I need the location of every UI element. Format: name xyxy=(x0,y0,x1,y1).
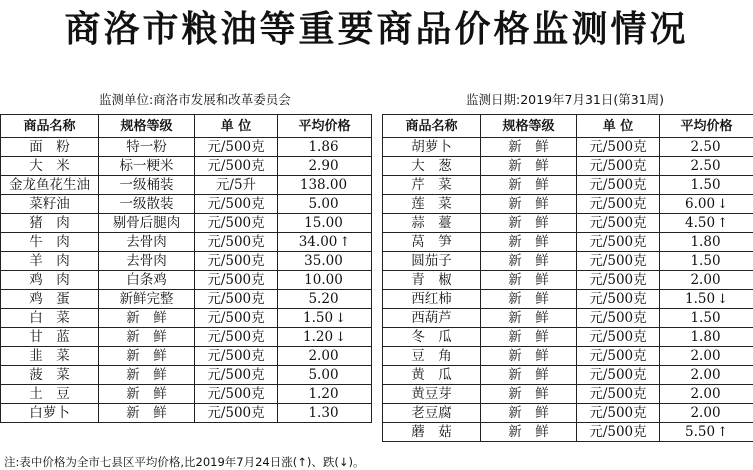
table-row xyxy=(383,252,753,271)
cell-unit: 元/500克 xyxy=(195,214,278,233)
footnote: 注:表中价格为全市七县区平均价格,比2019年7月24日涨(↑)、跌(↓)。 xyxy=(4,454,364,470)
cell-grade: 新 鲜 xyxy=(481,347,577,366)
cell-unit: 元/500克 xyxy=(577,176,660,195)
cell-grade: 新 鲜 xyxy=(99,366,195,385)
cell-grade: 新 鲜 xyxy=(481,290,577,309)
cell-price xyxy=(278,157,372,176)
cell-name: 黄 瓜 xyxy=(383,366,481,385)
price-value: 1.80 xyxy=(690,234,720,250)
cell-unit: 元/500克 xyxy=(577,271,660,290)
cell-price xyxy=(278,290,372,309)
cell-name: 黄豆芽 xyxy=(383,385,481,404)
header-unit: 单 位 xyxy=(577,115,660,138)
cell-unit: 元/500克 xyxy=(577,366,660,385)
header-price: 平均价格 xyxy=(278,115,372,138)
price-value: 15.00 xyxy=(304,215,343,231)
price-value: 5.20 xyxy=(308,291,338,307)
cell-unit: 元/500克 xyxy=(195,347,278,366)
cell-unit: 元/500克 xyxy=(195,404,278,423)
cell-price xyxy=(660,252,753,271)
cell-unit: 元/500克 xyxy=(577,233,660,252)
trend-arrow: ↓ xyxy=(717,291,728,308)
cell-name: 鸡 肉 xyxy=(1,271,99,290)
table-header-row xyxy=(383,115,753,138)
table-row xyxy=(383,366,753,385)
cell-unit: 元/500克 xyxy=(577,309,660,328)
cell-grade: 新 鲜 xyxy=(481,271,577,290)
cell-unit: 元/500克 xyxy=(577,347,660,366)
price-value: 138.00 xyxy=(300,177,347,193)
cell-unit: 元/500克 xyxy=(577,157,660,176)
cell-price xyxy=(278,309,372,328)
cell-name: 圆茄子 xyxy=(383,252,481,271)
trend-arrow: ↑ xyxy=(717,424,728,441)
table-row xyxy=(383,385,753,404)
cell-price xyxy=(278,404,372,423)
price-value: 35.00 xyxy=(304,253,343,269)
cell-price xyxy=(660,328,753,347)
cell-price xyxy=(278,214,372,233)
cell-price xyxy=(660,138,753,157)
monitor-date: 监测日期:2019年7月31日(第31周) xyxy=(466,90,664,108)
table-row xyxy=(383,290,753,309)
cell-grade: 去骨肉 xyxy=(99,252,195,271)
cell-price xyxy=(278,176,372,195)
cell-unit: 元/500克 xyxy=(195,271,278,290)
cell-grade: 新鲜完整 xyxy=(99,290,195,309)
trend-arrow: ↑ xyxy=(339,234,350,251)
cell-unit: 元/500克 xyxy=(577,195,660,214)
cell-name: 冬 瓜 xyxy=(383,328,481,347)
header-price: 平均价格 xyxy=(660,115,753,138)
table-row xyxy=(1,309,372,328)
cell-price xyxy=(660,195,753,214)
cell-grade: 特一粉 xyxy=(99,138,195,157)
table-row xyxy=(1,347,372,366)
cell-grade: 白条鸡 xyxy=(99,271,195,290)
cell-price xyxy=(278,347,372,366)
cell-unit: 元/500克 xyxy=(577,423,660,442)
price-value: 1.80 xyxy=(690,329,720,345)
price-value: 2.00 xyxy=(690,386,720,402)
cell-grade: 新 鲜 xyxy=(481,214,577,233)
cell-unit: 元/500克 xyxy=(577,214,660,233)
price-value: 5.00 xyxy=(308,367,338,383)
cell-name: 大 米 xyxy=(1,157,99,176)
table-row xyxy=(383,176,753,195)
table-row xyxy=(383,214,753,233)
cell-price xyxy=(660,347,753,366)
header-unit: 单 位 xyxy=(195,115,278,138)
price-value: 5.50 xyxy=(685,424,715,440)
header-grade: 规格等级 xyxy=(99,115,195,138)
price-value: 1.30 xyxy=(308,405,338,421)
table-row xyxy=(1,252,372,271)
cell-price xyxy=(278,233,372,252)
cell-price xyxy=(660,214,753,233)
cell-name: 蘑 菇 xyxy=(383,423,481,442)
table-row xyxy=(1,271,372,290)
price-value: 2.00 xyxy=(690,272,720,288)
cell-price xyxy=(278,385,372,404)
page-title: 商洛市粮油等重要商品价格监测情况 xyxy=(0,2,753,58)
cell-price xyxy=(660,290,753,309)
cell-grade: 新 鲜 xyxy=(99,385,195,404)
cell-grade: 新 鲜 xyxy=(481,157,577,176)
price-table-right xyxy=(382,114,753,442)
price-value: 34.00 xyxy=(299,234,338,250)
price-value: 5.00 xyxy=(308,196,338,212)
cell-unit: 元/500克 xyxy=(195,252,278,271)
cell-unit: 元/500克 xyxy=(195,385,278,404)
cell-name: 面 粉 xyxy=(1,138,99,157)
cell-grade: 新 鲜 xyxy=(481,366,577,385)
table-row xyxy=(1,138,372,157)
cell-name: 大 葱 xyxy=(383,157,481,176)
cell-unit: 元/500克 xyxy=(195,366,278,385)
cell-name: 甘 蓝 xyxy=(1,328,99,347)
cell-name: 莴 笋 xyxy=(383,233,481,252)
cell-unit: 元/500克 xyxy=(577,138,660,157)
cell-price xyxy=(660,404,753,423)
cell-price xyxy=(278,138,372,157)
table-row xyxy=(383,347,753,366)
cell-name: 羊 肉 xyxy=(1,252,99,271)
cell-price xyxy=(660,423,753,442)
cell-unit: 元/500克 xyxy=(577,290,660,309)
cell-grade: 新 鲜 xyxy=(481,138,577,157)
cell-name: 芹 菜 xyxy=(383,176,481,195)
price-value: 1.50 xyxy=(690,177,720,193)
cell-grade: 新 鲜 xyxy=(481,176,577,195)
cell-unit: 元/5升 xyxy=(195,176,278,195)
cell-price xyxy=(660,233,753,252)
price-value: 4.50 xyxy=(685,215,715,231)
cell-name: 土 豆 xyxy=(1,385,99,404)
table-row xyxy=(1,290,372,309)
cell-grade: 新 鲜 xyxy=(99,404,195,423)
cell-grade: 新 鲜 xyxy=(99,347,195,366)
price-value: 6.00 xyxy=(685,196,715,212)
price-value: 1.20 xyxy=(303,329,333,345)
cell-name: 蒜 薹 xyxy=(383,214,481,233)
price-value: 1.86 xyxy=(308,139,338,155)
price-value: 1.50 xyxy=(690,253,720,269)
cell-name: 西葫芦 xyxy=(383,309,481,328)
cell-grade: 新 鲜 xyxy=(481,252,577,271)
price-value: 2.00 xyxy=(308,348,338,364)
cell-grade: 去骨肉 xyxy=(99,233,195,252)
price-value: 10.00 xyxy=(304,272,343,288)
cell-price xyxy=(278,328,372,347)
trend-arrow: ↓ xyxy=(335,310,346,327)
header-name: 商品名称 xyxy=(383,115,481,138)
table-row xyxy=(383,404,753,423)
cell-grade: 新 鲜 xyxy=(99,309,195,328)
cell-price xyxy=(278,252,372,271)
cell-unit: 元/500克 xyxy=(195,328,278,347)
trend-arrow: ↓ xyxy=(717,196,728,213)
cell-name: 西红柿 xyxy=(383,290,481,309)
cell-unit: 元/500克 xyxy=(195,309,278,328)
cell-name: 莲 菜 xyxy=(383,195,481,214)
cell-price xyxy=(660,176,753,195)
table-row xyxy=(1,233,372,252)
price-value: 1.20 xyxy=(308,386,338,402)
table-row xyxy=(1,157,372,176)
cell-name: 胡萝卜 xyxy=(383,138,481,157)
table-row xyxy=(1,385,372,404)
cell-name: 老豆腐 xyxy=(383,404,481,423)
cell-unit: 元/500克 xyxy=(195,233,278,252)
table-row xyxy=(383,423,753,442)
cell-grade: 新 鲜 xyxy=(481,328,577,347)
cell-unit: 元/500克 xyxy=(195,290,278,309)
table-row xyxy=(383,195,753,214)
cell-grade: 新 鲜 xyxy=(481,233,577,252)
cell-grade: 剔骨后腿肉 xyxy=(99,214,195,233)
cell-name: 白萝卜 xyxy=(1,404,99,423)
price-value: 1.50 xyxy=(303,310,333,326)
trend-arrow: ↑ xyxy=(717,215,728,232)
table-row xyxy=(383,138,753,157)
table-row xyxy=(383,328,753,347)
cell-price xyxy=(660,271,753,290)
cell-grade: 新 鲜 xyxy=(481,309,577,328)
price-value: 1.50 xyxy=(690,310,720,326)
price-value: 2.50 xyxy=(690,158,720,174)
cell-grade: 一级散装 xyxy=(99,195,195,214)
cell-name: 白 菜 xyxy=(1,309,99,328)
cell-unit: 元/500克 xyxy=(577,385,660,404)
cell-unit: 元/500克 xyxy=(577,404,660,423)
cell-price xyxy=(278,195,372,214)
table-row xyxy=(1,328,372,347)
price-value: 2.90 xyxy=(308,158,338,174)
cell-price xyxy=(660,385,753,404)
cell-grade: 一级桶装 xyxy=(99,176,195,195)
cell-name: 牛 肉 xyxy=(1,233,99,252)
cell-price xyxy=(660,309,753,328)
table-row xyxy=(383,309,753,328)
table-row xyxy=(1,366,372,385)
cell-name: 猪 肉 xyxy=(1,214,99,233)
price-value: 2.50 xyxy=(690,139,720,155)
cell-unit: 元/500克 xyxy=(577,328,660,347)
cell-grade: 新 鲜 xyxy=(99,328,195,347)
price-value: 2.00 xyxy=(690,405,720,421)
cell-grade: 新 鲜 xyxy=(481,195,577,214)
cell-grade: 标一粳米 xyxy=(99,157,195,176)
cell-name: 韭 菜 xyxy=(1,347,99,366)
cell-price xyxy=(660,157,753,176)
table-row xyxy=(383,271,753,290)
cell-grade: 新 鲜 xyxy=(481,404,577,423)
table-row xyxy=(1,195,372,214)
monitor-unit: 监测单位:商洛市发展和改革委员会 xyxy=(99,90,291,108)
cell-name: 豆 角 xyxy=(383,347,481,366)
cell-name: 菠 菜 xyxy=(1,366,99,385)
cell-unit: 元/500克 xyxy=(577,252,660,271)
table-header-row xyxy=(1,115,372,138)
price-value: 2.00 xyxy=(690,367,720,383)
table-row xyxy=(1,214,372,233)
cell-name: 金龙鱼花生油 xyxy=(1,176,99,195)
table-row xyxy=(1,404,372,423)
cell-grade: 新 鲜 xyxy=(481,385,577,404)
price-value: 1.50 xyxy=(685,291,715,307)
cell-name: 青 椒 xyxy=(383,271,481,290)
table-row xyxy=(383,233,753,252)
cell-name: 菜籽油 xyxy=(1,195,99,214)
table-row xyxy=(383,157,753,176)
table-row xyxy=(1,176,372,195)
cell-price xyxy=(278,366,372,385)
cell-name: 鸡 蛋 xyxy=(1,290,99,309)
header-grade: 规格等级 xyxy=(481,115,577,138)
cell-price xyxy=(278,271,372,290)
price-value: 2.00 xyxy=(690,348,720,364)
cell-price xyxy=(660,366,753,385)
header-name: 商品名称 xyxy=(1,115,99,138)
cell-unit: 元/500克 xyxy=(195,195,278,214)
price-table-left xyxy=(0,114,372,423)
cell-grade: 新 鲜 xyxy=(481,423,577,442)
cell-unit: 元/500克 xyxy=(195,157,278,176)
trend-arrow: ↓ xyxy=(335,329,346,346)
cell-unit: 元/500克 xyxy=(195,138,278,157)
